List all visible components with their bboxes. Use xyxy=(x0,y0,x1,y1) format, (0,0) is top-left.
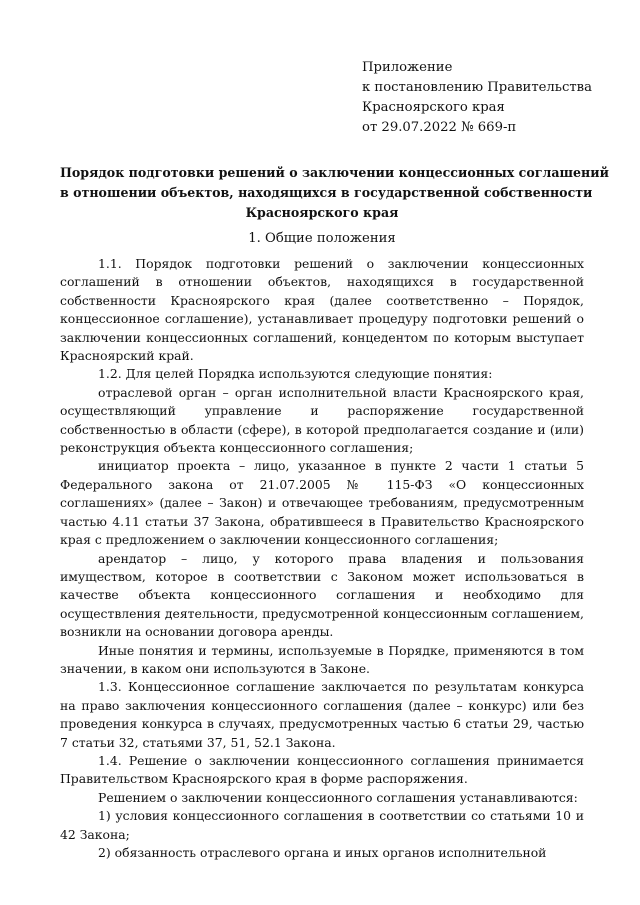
paragraph: 1.3. Концессионное соглашение заключается по результатам конкурса на право заключения концессионного соглашения (далее – конкурс) или без проведения конкурса в случаях, предусмотренных частью 6 статьи 29, частью 7 статьи 32, статьями 37, 51, 52.1 Закона. xyxy=(60,679,584,750)
document-body xyxy=(60,255,584,862)
paragraph: 1.2. Для целей Порядка используются следующие понятия: xyxy=(98,366,493,382)
paragraph: 1.4. Решение о заключении концессионного соглашения принимается Правительством Красноярского края в форме распоряжения. xyxy=(60,752,584,787)
appendix-line: Красноярского края xyxy=(362,100,505,115)
document-title xyxy=(60,163,609,223)
title-line: Порядок подготовки решений о заключении концессионных соглашений xyxy=(60,165,609,180)
paragraph: 1) условия концессионного соглашения в соответствии со статьями 10 и 42 Закона; xyxy=(60,808,584,842)
paragraph: Иные понятия и термины, используемые в Порядке, применяются в том значении, в каком они используются в Законе. xyxy=(60,642,584,676)
paragraph: Решением о заключении концессионного соглашения устанавливаются: xyxy=(98,789,578,805)
paragraph: 1.1. Порядок подготовки решений о заключении концессионных соглашений в отношении объектов, находящихся в государственной собственности Красноярского края (далее соответственно – Порядок, концессионное соглашение), устанавливает процедуру подготовки решений о заключении концессионных соглашений, концедентом по которым выступает Красноярский край. xyxy=(60,256,584,364)
appendix-line: Приложение xyxy=(362,60,453,75)
paragraph: инициатор проекта – лицо, указанное в пункте 2 части 1 статьи 5 Федерального закона от 21.07.2005 № 115-ФЗ «О концессионных соглашениях» (далее – Закон) и отвечающее требованиям, предусмотренным частью 4.11 статьи 37 Закона, обратившееся в Правительство Красноярского края с предложением о заключении концессионного соглашения; xyxy=(60,458,584,548)
appendix-date-line: от 29.07.2022 № 669-п xyxy=(362,120,517,135)
appendix-block xyxy=(362,58,622,138)
paragraph: 2) обязанность отраслевого органа и иных органов исполнительной xyxy=(98,845,547,860)
section-heading: 1. Общие положения xyxy=(248,231,396,246)
appendix-line: к постановлению Правительства xyxy=(362,80,592,95)
title-line: Красноярского края xyxy=(245,205,399,220)
paragraph: отраслевой орган – орган исполнительной власти Красноярского края, осуществляющий управление и распоряжение государственной собственностью в области (сфере), в которой предполагается создание и (или) реконструкция объекта концессионного соглашения; xyxy=(60,384,584,456)
paragraph: арендатор – лицо, у которого права владения и пользования имуществом, которое в соответствии с Законом может использоваться в качестве объекта концессионного соглашения и необходимо для осуществления деятельности, предусмотренной концессионным соглашением, возникли на основании договора аренды. xyxy=(60,550,584,640)
title-line: в отношении объектов, находящихся в государственной собственности xyxy=(60,185,593,200)
